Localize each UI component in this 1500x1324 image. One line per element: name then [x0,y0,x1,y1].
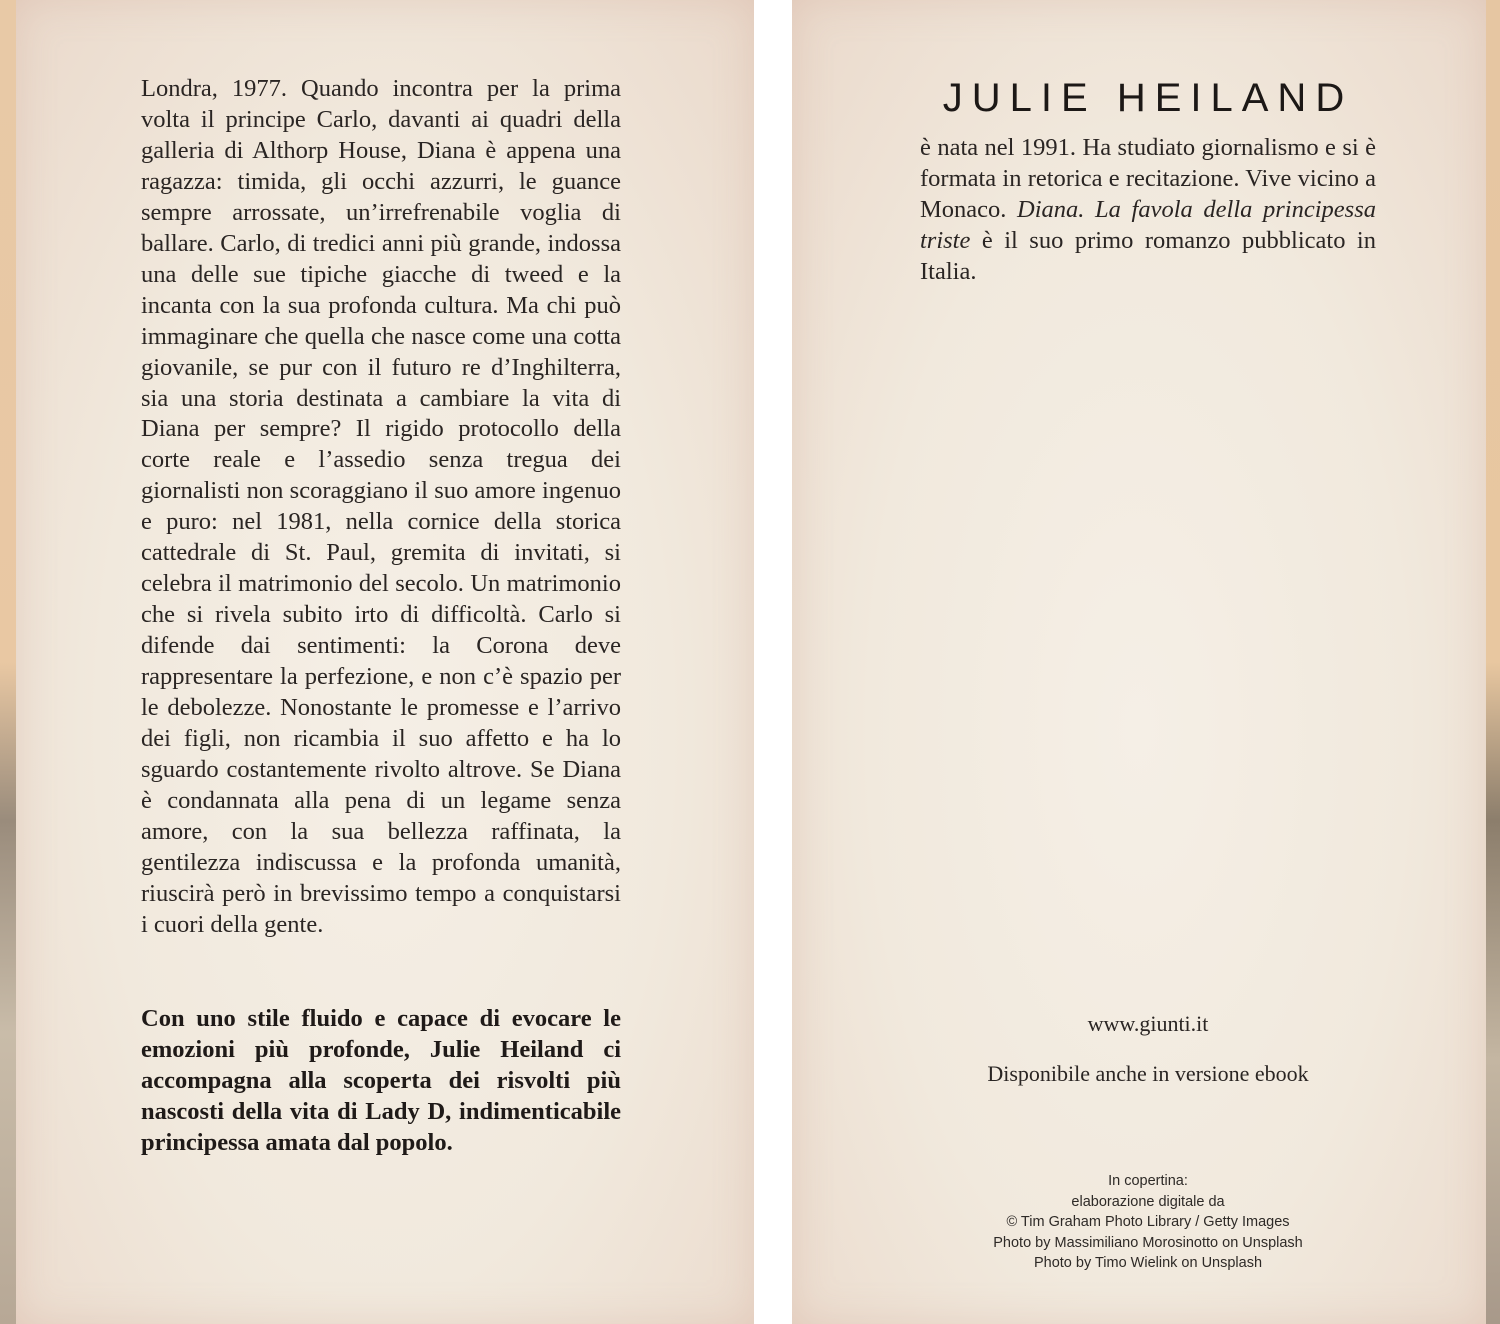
book-title: Diana. La favola della principessa triste [920,196,1376,254]
publisher-website: www.giunti.it [1087,1011,1209,1036]
credit-line: Photo by Massimiliano Morosinotto on Unsplash [993,1234,1303,1251]
synopsis-highlight: Con uno stile fluido e capace di evocare le emozioni più profonde, Julie Heiland ci accompagna alla scoperta dei risvolti più nascosti della vita di Lady D, indimenticabile principessa amata dal popolo. [141,1005,621,1156]
author-bio-text-2: è il suo primo romanzo pubblicato in Italia. [920,227,1376,285]
author-bio [920,132,1376,287]
author-bio-text-1: è nata nel 1991. Ha studiato giornalismo e si è formata in retorica e recitazione. Vive vicino a Monaco. [920,134,1376,223]
synopsis-text: Londra, 1977. Quando incontra per la prima volta il principe Carlo, davanti ai quadri della galleria di Althorp House, Diana è appena una ragazza: timida, gli occhi azzurri, le guance sempre arrossate, un’irrefrenabile voglia di ballare. Carlo, di tredici anni più grande, indossa una delle sue tipiche giacche di tweed e la incanta con la sua profonda cultura. Ma chi può immaginare che quella che nasce come una cotta giovanile, se pur con il futuro re d’Inghilterra, sia una storia destinata a cambiare la vita di Diana per sempre? Il rigido protocollo della corte reale e l’assedio senza tregua dei giornalisti non scoraggiano il suo amore ingenuo e puro: nel 1981, nella cornice della storica cattedrale di St. Paul, gremita di invitati, si celebra il matrimonio del secolo. Un matrimonio che si rivela subito irto di difficoltà. Carlo si difende dai sentimenti: la Corona deve rappresentare la perfezione, e non c’è spazio per le debolezze. Nonostante le promesse e l’arrivo dei figli, non ricambia il suo affetto e ha lo sguardo costantemente rivolto altrove. Se Diana è condannata alla pena di un legame senza amore, con la sua bellezza raffinata, la gentilezza indiscussa e la profonda umanità, riuscirà però in brevissimo tempo a conquistarsi i cuori della gente. [141,75,621,938]
credit-line: © Tim Graham Photo Library / Getty Images [1006,1214,1290,1231]
credit-line: In copertina: [1108,1173,1188,1189]
cover-image-edge-right [1486,0,1500,1324]
ebook-note: Disponibile anche in versione ebook [987,1061,1309,1086]
credit-line: Photo by Timo Wielink on Unsplash [1033,1255,1263,1272]
back-flap-panel [16,0,754,1324]
credit-line: elaborazione digitale da [1071,1193,1225,1210]
author-flap-panel [792,0,1486,1324]
cover-image-edge-left [0,0,16,1324]
cover-credits [792,1171,1500,1274]
author-name: JULIE HEILAND [942,76,1354,120]
